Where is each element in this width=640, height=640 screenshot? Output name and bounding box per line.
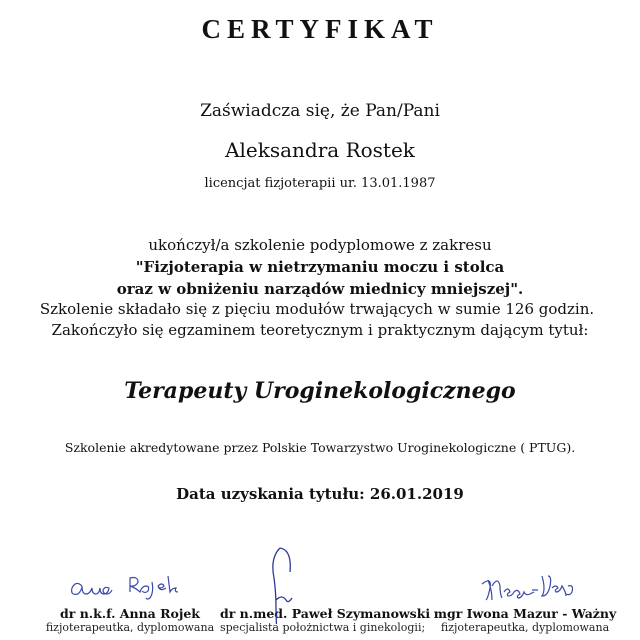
accreditation-text: Szkolenie akredytowane przez Polskie Towarzystwo Uroginekologiczne ( PTUG). xyxy=(64,440,576,455)
signatory-2 xyxy=(220,566,431,634)
signatory-name: mgr Iwona Mazur - Ważny xyxy=(433,606,617,621)
certificate-title: CERTYFIKAT xyxy=(201,14,439,44)
signatory-name: dr n.k.f. Anna Rojek xyxy=(60,606,200,621)
intro-text: Zaświadcza się, że Pan/Pani xyxy=(200,101,440,121)
completed-text: ukończył/a szkolenie podyplomowe z zakresu xyxy=(148,236,492,254)
signature-handwriting-icon xyxy=(30,566,230,606)
modules-text: Szkolenie składało się z pięciu modułów trwających w sumie 126 godzin. xyxy=(39,300,595,318)
exam-text: Zakończyło się egzaminem teoretycznym i praktycznym dającym tytuł: xyxy=(51,321,589,339)
signatory-role: fizjoterapeutka, dyplomowana xyxy=(45,621,215,634)
signature-handwriting-icon xyxy=(220,566,420,606)
course-title-line1: "Fizjoterapia w nietrzymaniu moczu i stolca xyxy=(135,258,505,276)
recipient-degree: licencjat fizjoterapii ur. 13.01.1987 xyxy=(204,176,436,191)
signatory-role: specjalista położnictwa i ginekologii; xyxy=(220,621,426,634)
signatory-role: fizjoterapeutka, dyplomowana xyxy=(440,621,610,634)
awarded-title: Terapeuty Uroginekologicznego xyxy=(124,378,516,404)
signature-handwriting-icon xyxy=(420,566,630,606)
signatory-name: dr n.med. Paweł Szymanowski xyxy=(220,606,431,621)
recipient-name: Aleksandra Rostek xyxy=(225,138,415,162)
course-title-line2: oraz w obniżeniu narządów miednicy mniejszej". xyxy=(116,280,524,298)
signatory-1 xyxy=(30,566,230,634)
signatory-3 xyxy=(420,566,630,634)
award-date: Data uzyskania tytułu: 26.01.2019 xyxy=(176,485,464,503)
